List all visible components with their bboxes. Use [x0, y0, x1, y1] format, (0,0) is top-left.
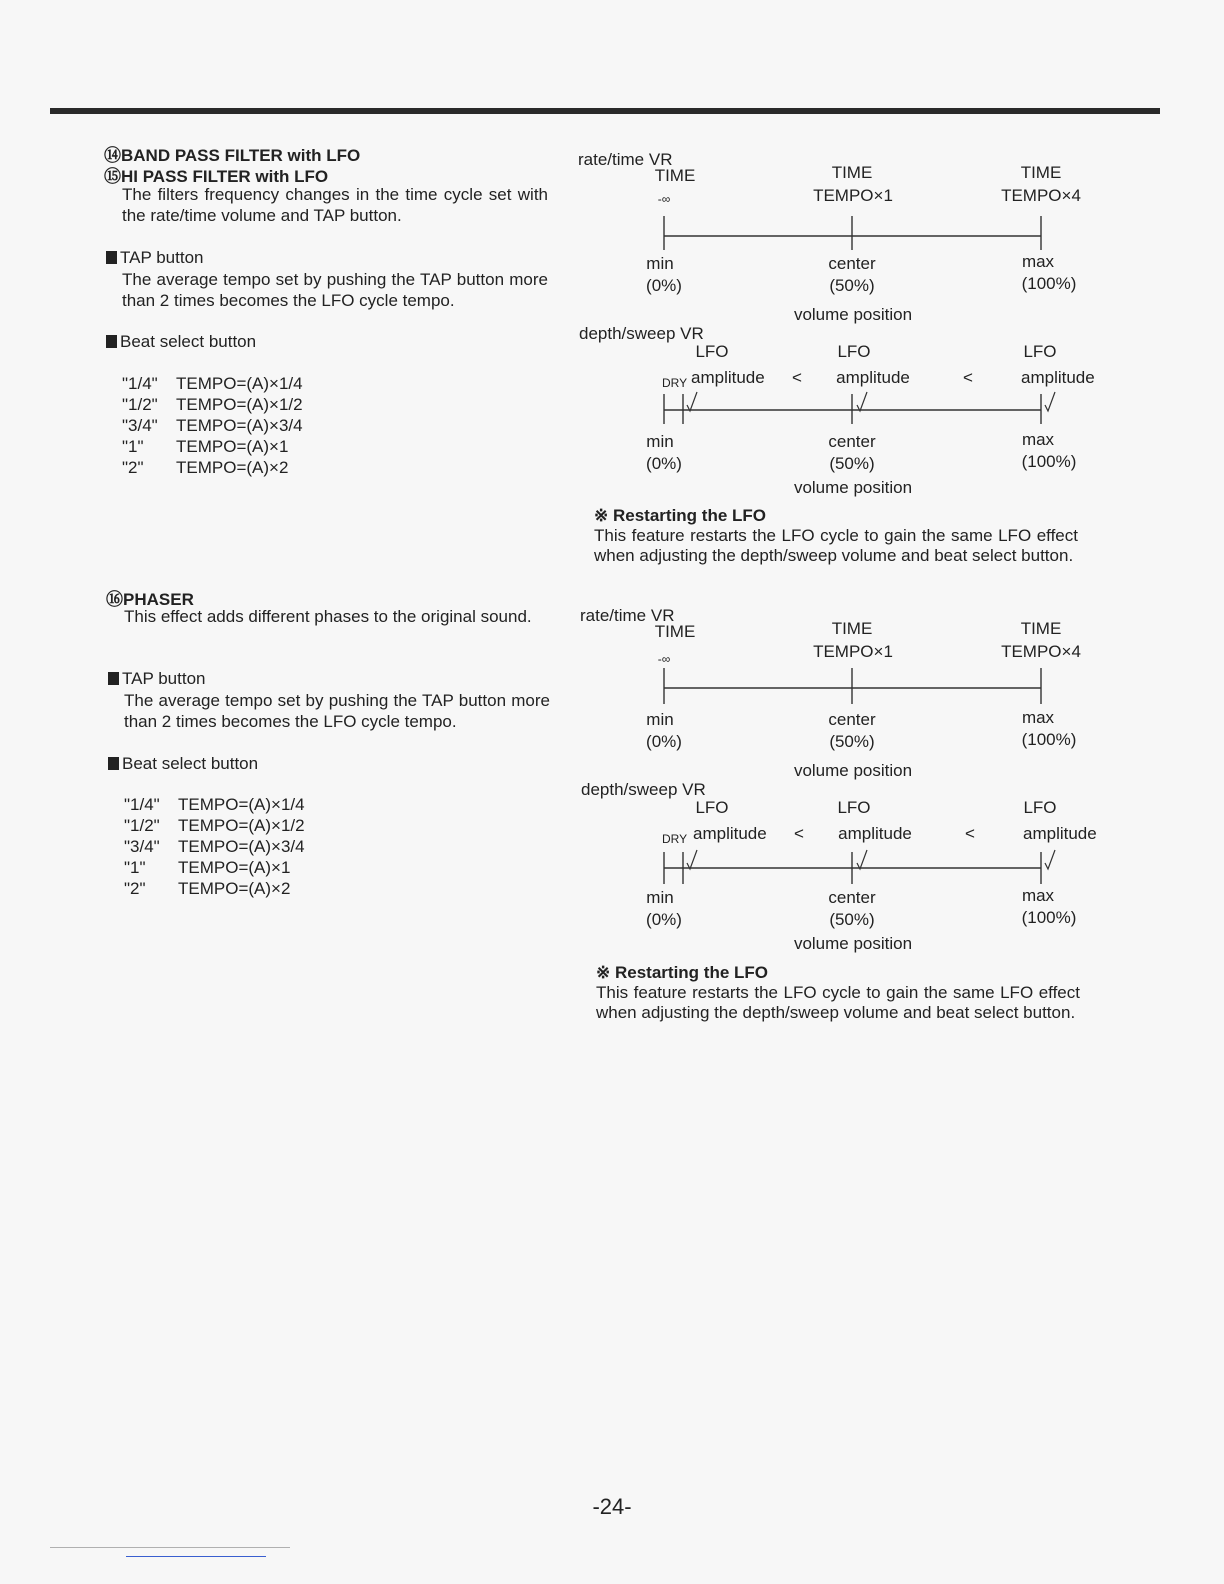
min-percent: (0%): [646, 276, 682, 295]
check-arrow-icon: [857, 850, 867, 869]
check-arrow-icon: [687, 850, 697, 869]
max-label: max: [1021, 430, 1055, 449]
beat-row: "3/4" TEMPO=(A)×3/4: [122, 416, 303, 435]
time-label: TIME: [831, 619, 873, 638]
min-label: min: [646, 888, 674, 907]
beat-table: [124, 794, 305, 899]
center-percent: (50%): [829, 732, 875, 751]
infinity-label: -∞: [657, 192, 671, 206]
min-percent: (0%): [646, 454, 682, 473]
tap-heading: TAP button: [106, 248, 203, 268]
footer-rule: [50, 1547, 290, 1548]
beat-row: "3/4" TEMPO=(A)×3/4: [124, 837, 305, 856]
less-than-sign: <: [965, 824, 975, 843]
beat-row: "1/2" TEMPO=(A)×1/2: [122, 395, 303, 414]
beat-row: "1" TEMPO=(A)×1: [122, 437, 289, 456]
volume-position-label: volume position: [793, 761, 913, 780]
depth-label: depth/sweep VR: [579, 324, 704, 343]
min-percent: (0%): [646, 910, 682, 929]
dry-label: DRY: [662, 832, 688, 846]
amplitude-label: amplitude: [1023, 824, 1097, 843]
time-label: TIME: [654, 166, 696, 185]
tempo-x1-label: TEMPO×1: [813, 186, 893, 205]
max-percent: (100%): [1021, 730, 1077, 749]
center-percent: (50%): [829, 454, 875, 473]
note-title: Restarting the LFO: [614, 963, 768, 982]
beat-row: "1/2" TEMPO=(A)×1/2: [124, 816, 305, 835]
square-bullet-icon: [106, 251, 117, 264]
beat-row: "2" TEMPO=(A)×2: [124, 879, 291, 898]
note-title: Restarting the LFO: [612, 506, 766, 525]
lfo-label: LFO: [695, 798, 729, 817]
lfo-label: LFO: [1023, 342, 1057, 361]
restart-lfo-note: [594, 506, 1078, 566]
tempo-x1-label: TEMPO×1: [813, 642, 893, 661]
min-label: min: [646, 432, 674, 451]
header-rule: [50, 108, 1160, 114]
reference-mark-icon: ※: [596, 963, 611, 982]
reference-mark-icon: ※: [594, 506, 609, 525]
less-than-sign: <: [792, 368, 802, 387]
min-percent: (0%): [646, 732, 682, 751]
tap-description: The average tempo set by pushing the TAP button more than 2 times becomes the LFO cycle tempo.: [124, 691, 550, 731]
amplitude-label: amplitude: [691, 368, 765, 387]
amplitude-label: amplitude: [836, 368, 910, 387]
note-body: This feature restarts the LFO cycle to gain the same LFO effect when adjusting the depth/sweep volume and beat select button.: [594, 526, 1078, 565]
time-label: TIME: [1020, 619, 1062, 638]
tempo-x4-label: TEMPO×4: [1001, 186, 1081, 205]
volume-position-label: volume position: [793, 305, 913, 324]
rate-label: rate/time VR: [580, 606, 675, 625]
infinity-label: -∞: [657, 652, 671, 666]
max-percent: (100%): [1021, 274, 1077, 293]
beat-row: "1/4" TEMPO=(A)×1/4: [124, 795, 305, 814]
square-bullet-icon: [108, 757, 119, 770]
time-label: TIME: [1020, 163, 1062, 182]
beat-row: "1" TEMPO=(A)×1: [124, 858, 291, 877]
tap-description: The average tempo set by pushing the TAP button more than 2 times becomes the LFO cycle tempo.: [122, 270, 548, 310]
center-label: center: [828, 888, 876, 907]
center-label: center: [828, 710, 876, 729]
beat-row: "2" TEMPO=(A)×2: [122, 458, 289, 477]
amplitude-label: amplitude: [838, 824, 912, 843]
section-desc-phaser: This effect adds different phases to the original sound.: [124, 607, 532, 626]
tap-heading: TAP button: [108, 669, 205, 689]
max-label: max: [1021, 886, 1055, 905]
volume-position-label: volume position: [793, 478, 913, 497]
beat-row: "1/4" TEMPO=(A)×1/4: [122, 374, 303, 393]
beat-table: [122, 373, 303, 478]
rate-label: rate/time VR: [578, 150, 673, 169]
lfo-label: LFO: [695, 342, 729, 361]
less-than-sign: <: [963, 368, 973, 387]
lfo-label: LFO: [837, 798, 871, 817]
check-arrow-icon: [1045, 850, 1055, 869]
square-bullet-icon: [106, 335, 117, 348]
less-than-sign: <: [794, 824, 804, 843]
depth-scale-line: [577, 780, 1137, 990]
check-arrow-icon: [1045, 392, 1055, 411]
dry-label: DRY: [662, 376, 688, 390]
depth-scale-line: [575, 324, 1135, 534]
beat-heading: Beat select button: [106, 332, 256, 352]
page-number: -24-: [592, 1494, 632, 1519]
max-percent: (100%): [1021, 908, 1077, 927]
max-percent: (100%): [1021, 452, 1077, 471]
tempo-x4-label: TEMPO×4: [1001, 642, 1081, 661]
center-label: center: [828, 432, 876, 451]
center-percent: (50%): [829, 276, 875, 295]
square-bullet-icon: [108, 672, 119, 685]
check-arrow-icon: [857, 392, 867, 411]
max-label: max: [1021, 708, 1055, 727]
note-body: This feature restarts the LFO cycle to gain the same LFO effect when adjusting the depth/sweep volume and beat select button.: [596, 983, 1080, 1022]
beat-heading: Beat select button: [108, 754, 258, 774]
amplitude-label: amplitude: [693, 824, 767, 843]
amplitude-label: amplitude: [1021, 368, 1095, 387]
depth-sweep-diagram: [577, 780, 1137, 990]
section-title-band-pass: ⑭BAND PASS FILTER with LFO: [104, 146, 361, 165]
min-label: min: [646, 710, 674, 729]
section-title-phaser: ⑯PHASER: [106, 590, 194, 609]
min-label: min: [646, 254, 674, 273]
footer-link-rule: [126, 1556, 266, 1557]
depth-label: depth/sweep VR: [581, 780, 706, 799]
center-label: center: [828, 254, 876, 273]
check-arrow-icon: [687, 392, 697, 411]
max-label: max: [1021, 252, 1055, 271]
lfo-label: LFO: [1023, 798, 1057, 817]
restart-lfo-note: [596, 963, 1080, 1023]
volume-position-label: volume position: [793, 934, 913, 953]
depth-sweep-diagram: [575, 324, 1135, 534]
center-percent: (50%): [829, 910, 875, 929]
time-label: TIME: [654, 622, 696, 641]
time-label: TIME: [831, 163, 873, 182]
section-title-hi-pass: ⑮HI PASS FILTER with LFO: [104, 167, 329, 186]
section-desc-filter: The filters frequency changes in the time cycle set with the rate/time volume and TAP button.: [122, 185, 548, 225]
lfo-label: LFO: [837, 342, 871, 361]
